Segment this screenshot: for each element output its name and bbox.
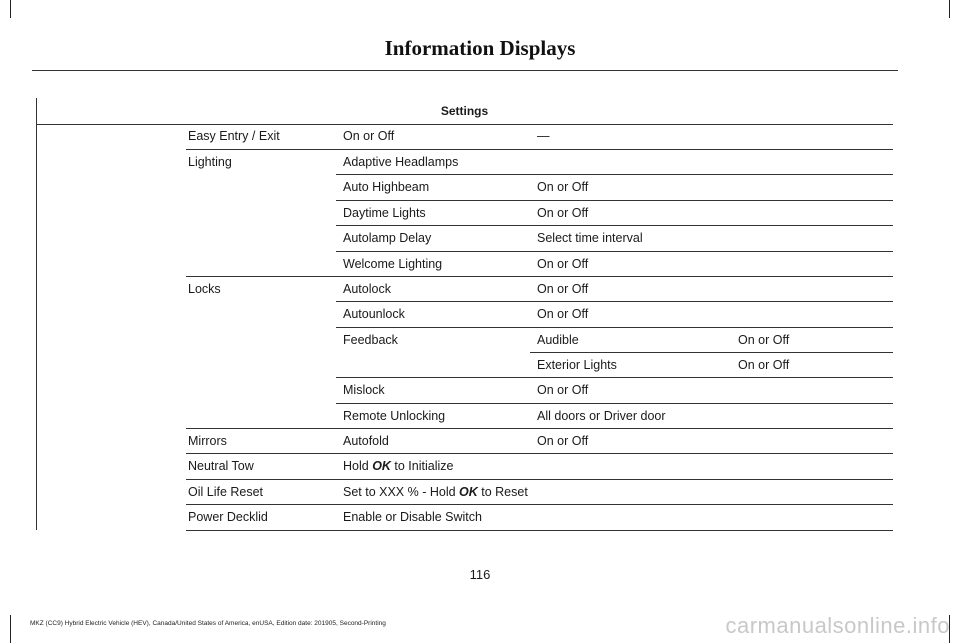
table-cell: Autofold — [343, 434, 389, 448]
row-divider — [336, 403, 893, 404]
table-left-border — [36, 98, 37, 530]
row-divider — [336, 377, 893, 378]
text-fragment: to Reset — [477, 485, 528, 499]
table-cell: Mislock — [343, 383, 385, 397]
table-cell: Daytime Lights — [343, 206, 426, 220]
crop-mark-top-right — [949, 0, 960, 18]
table-cell: Adaptive Headlamps — [343, 155, 459, 169]
row-divider — [186, 530, 893, 531]
table-cell: Feedback — [343, 333, 398, 347]
table-cell: Welcome Lighting — [343, 257, 443, 271]
text-fragment: Set to XXX % - Hold — [343, 485, 460, 499]
row-divider — [186, 479, 893, 480]
table-cell: On or Off — [537, 434, 589, 448]
table-cell: On or Off — [537, 206, 589, 220]
crop-mark-top-left — [0, 0, 11, 18]
table-cell: On or Off — [738, 358, 790, 372]
table-cell: Lighting — [188, 155, 232, 169]
table-cell: On or Off — [537, 383, 589, 397]
ok-button-label: OK — [372, 459, 391, 473]
row-divider — [186, 504, 893, 505]
table-title: Settings — [36, 98, 893, 125]
row-divider — [186, 149, 893, 150]
row-divider — [186, 428, 893, 429]
table-cell: Autolamp Delay — [343, 231, 432, 245]
table-cell: On or Off — [738, 333, 790, 347]
row-divider — [186, 276, 893, 277]
table-cell: On or Off — [537, 257, 589, 271]
table-cell: Enable or Disable Switch — [343, 510, 482, 524]
table-cell: Exterior Lights — [537, 358, 617, 372]
crop-mark-bottom-right — [949, 615, 960, 643]
table-cell: Audible — [537, 333, 579, 347]
page-title: Information Displays — [384, 36, 576, 60]
table-cell: Oil Life Reset — [188, 485, 264, 499]
table-cell: On or Off — [537, 180, 589, 194]
table-cell: — — [537, 129, 550, 143]
row-divider — [336, 225, 893, 226]
table-cell: On or Off — [537, 307, 589, 321]
page-number: 116 — [469, 567, 491, 582]
table-cell: Easy Entry / Exit — [188, 129, 280, 143]
row-divider — [336, 174, 893, 175]
footer-text: MKZ (CC9) Hybrid Electric Vehicle (HEV), Canada/United States of America, enUSA, Edition date: 201905, Second-Printing — [30, 620, 386, 627]
table-cell: Power Decklid — [188, 510, 268, 524]
table-cell: Autounlock — [343, 307, 405, 321]
row-divider — [530, 352, 893, 353]
row-divider — [336, 327, 893, 328]
table-cell: On or Off — [343, 129, 395, 143]
table-cell: Locks — [188, 282, 221, 296]
row-divider — [336, 301, 893, 302]
table-cell: All doors or Driver door — [537, 409, 666, 423]
table-cell: On or Off — [537, 282, 589, 296]
table-cell: Mirrors — [188, 434, 227, 448]
row-divider — [336, 200, 893, 201]
header-rule — [32, 70, 898, 71]
table-cell: Autolock — [343, 282, 391, 296]
crop-mark-bottom-left — [0, 615, 11, 643]
table-cell — [343, 485, 528, 499]
table-cell — [343, 459, 453, 473]
table-cell: Select time interval — [537, 231, 643, 245]
row-divider — [336, 251, 893, 252]
row-divider — [186, 453, 893, 454]
table-cell: Auto Highbeam — [343, 180, 430, 194]
text-fragment: Hold — [343, 459, 373, 473]
watermark: carmanualsonline.info — [725, 613, 950, 638]
text-fragment: to Initialize — [390, 459, 454, 473]
table-cell: Remote Unlocking — [343, 409, 446, 423]
table-cell: Neutral Tow — [188, 459, 254, 473]
ok-button-label: OK — [459, 485, 478, 499]
